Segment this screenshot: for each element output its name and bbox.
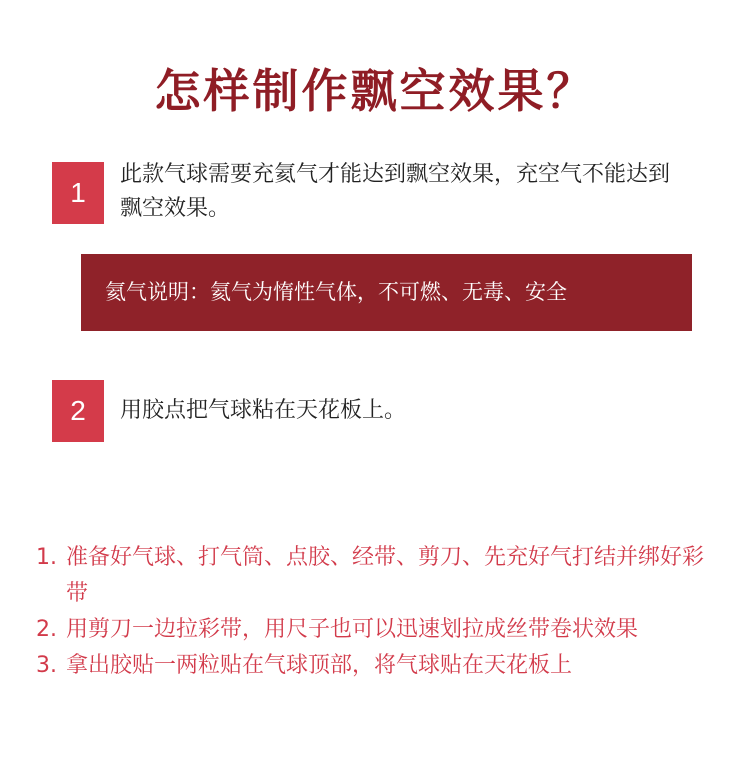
step-1-text: 此款气球需要充氦气才能达到飘空效果，充空气不能达到飘空效果。 <box>120 162 671 221</box>
helium-note-banner <box>81 254 692 331</box>
instruction-number: 2. <box>36 617 57 642</box>
helium-note-text: 氦气说明：氦气为惰性气体，不可燃、无毒、安全 <box>105 280 567 304</box>
instruction-item-2 <box>36 612 716 648</box>
step-1-badge: 1 <box>52 162 104 224</box>
step-2-badge: 2 <box>52 380 104 442</box>
instruction-item-1 <box>36 540 716 612</box>
step-2-text: 用胶点把气球粘在天花板上。 <box>120 398 407 423</box>
instruction-text: 拿出胶贴一两粒贴在气球顶部，将气球贴在天花板上 <box>66 653 573 678</box>
instruction-text: 用剪刀一边拉彩带，用尺子也可以迅速划拉成丝带卷状效果 <box>66 617 639 642</box>
instruction-item-3 <box>36 648 716 684</box>
instruction-text: 准备好气球、打气筒、点胶、经带、剪刀、先充好气打结并绑好彩带 <box>66 545 705 606</box>
page-title: 怎样制作飘空效果？ <box>154 63 596 118</box>
instruction-list <box>36 540 716 684</box>
instruction-number: 3. <box>36 653 57 678</box>
instruction-number: 1. <box>36 545 57 570</box>
